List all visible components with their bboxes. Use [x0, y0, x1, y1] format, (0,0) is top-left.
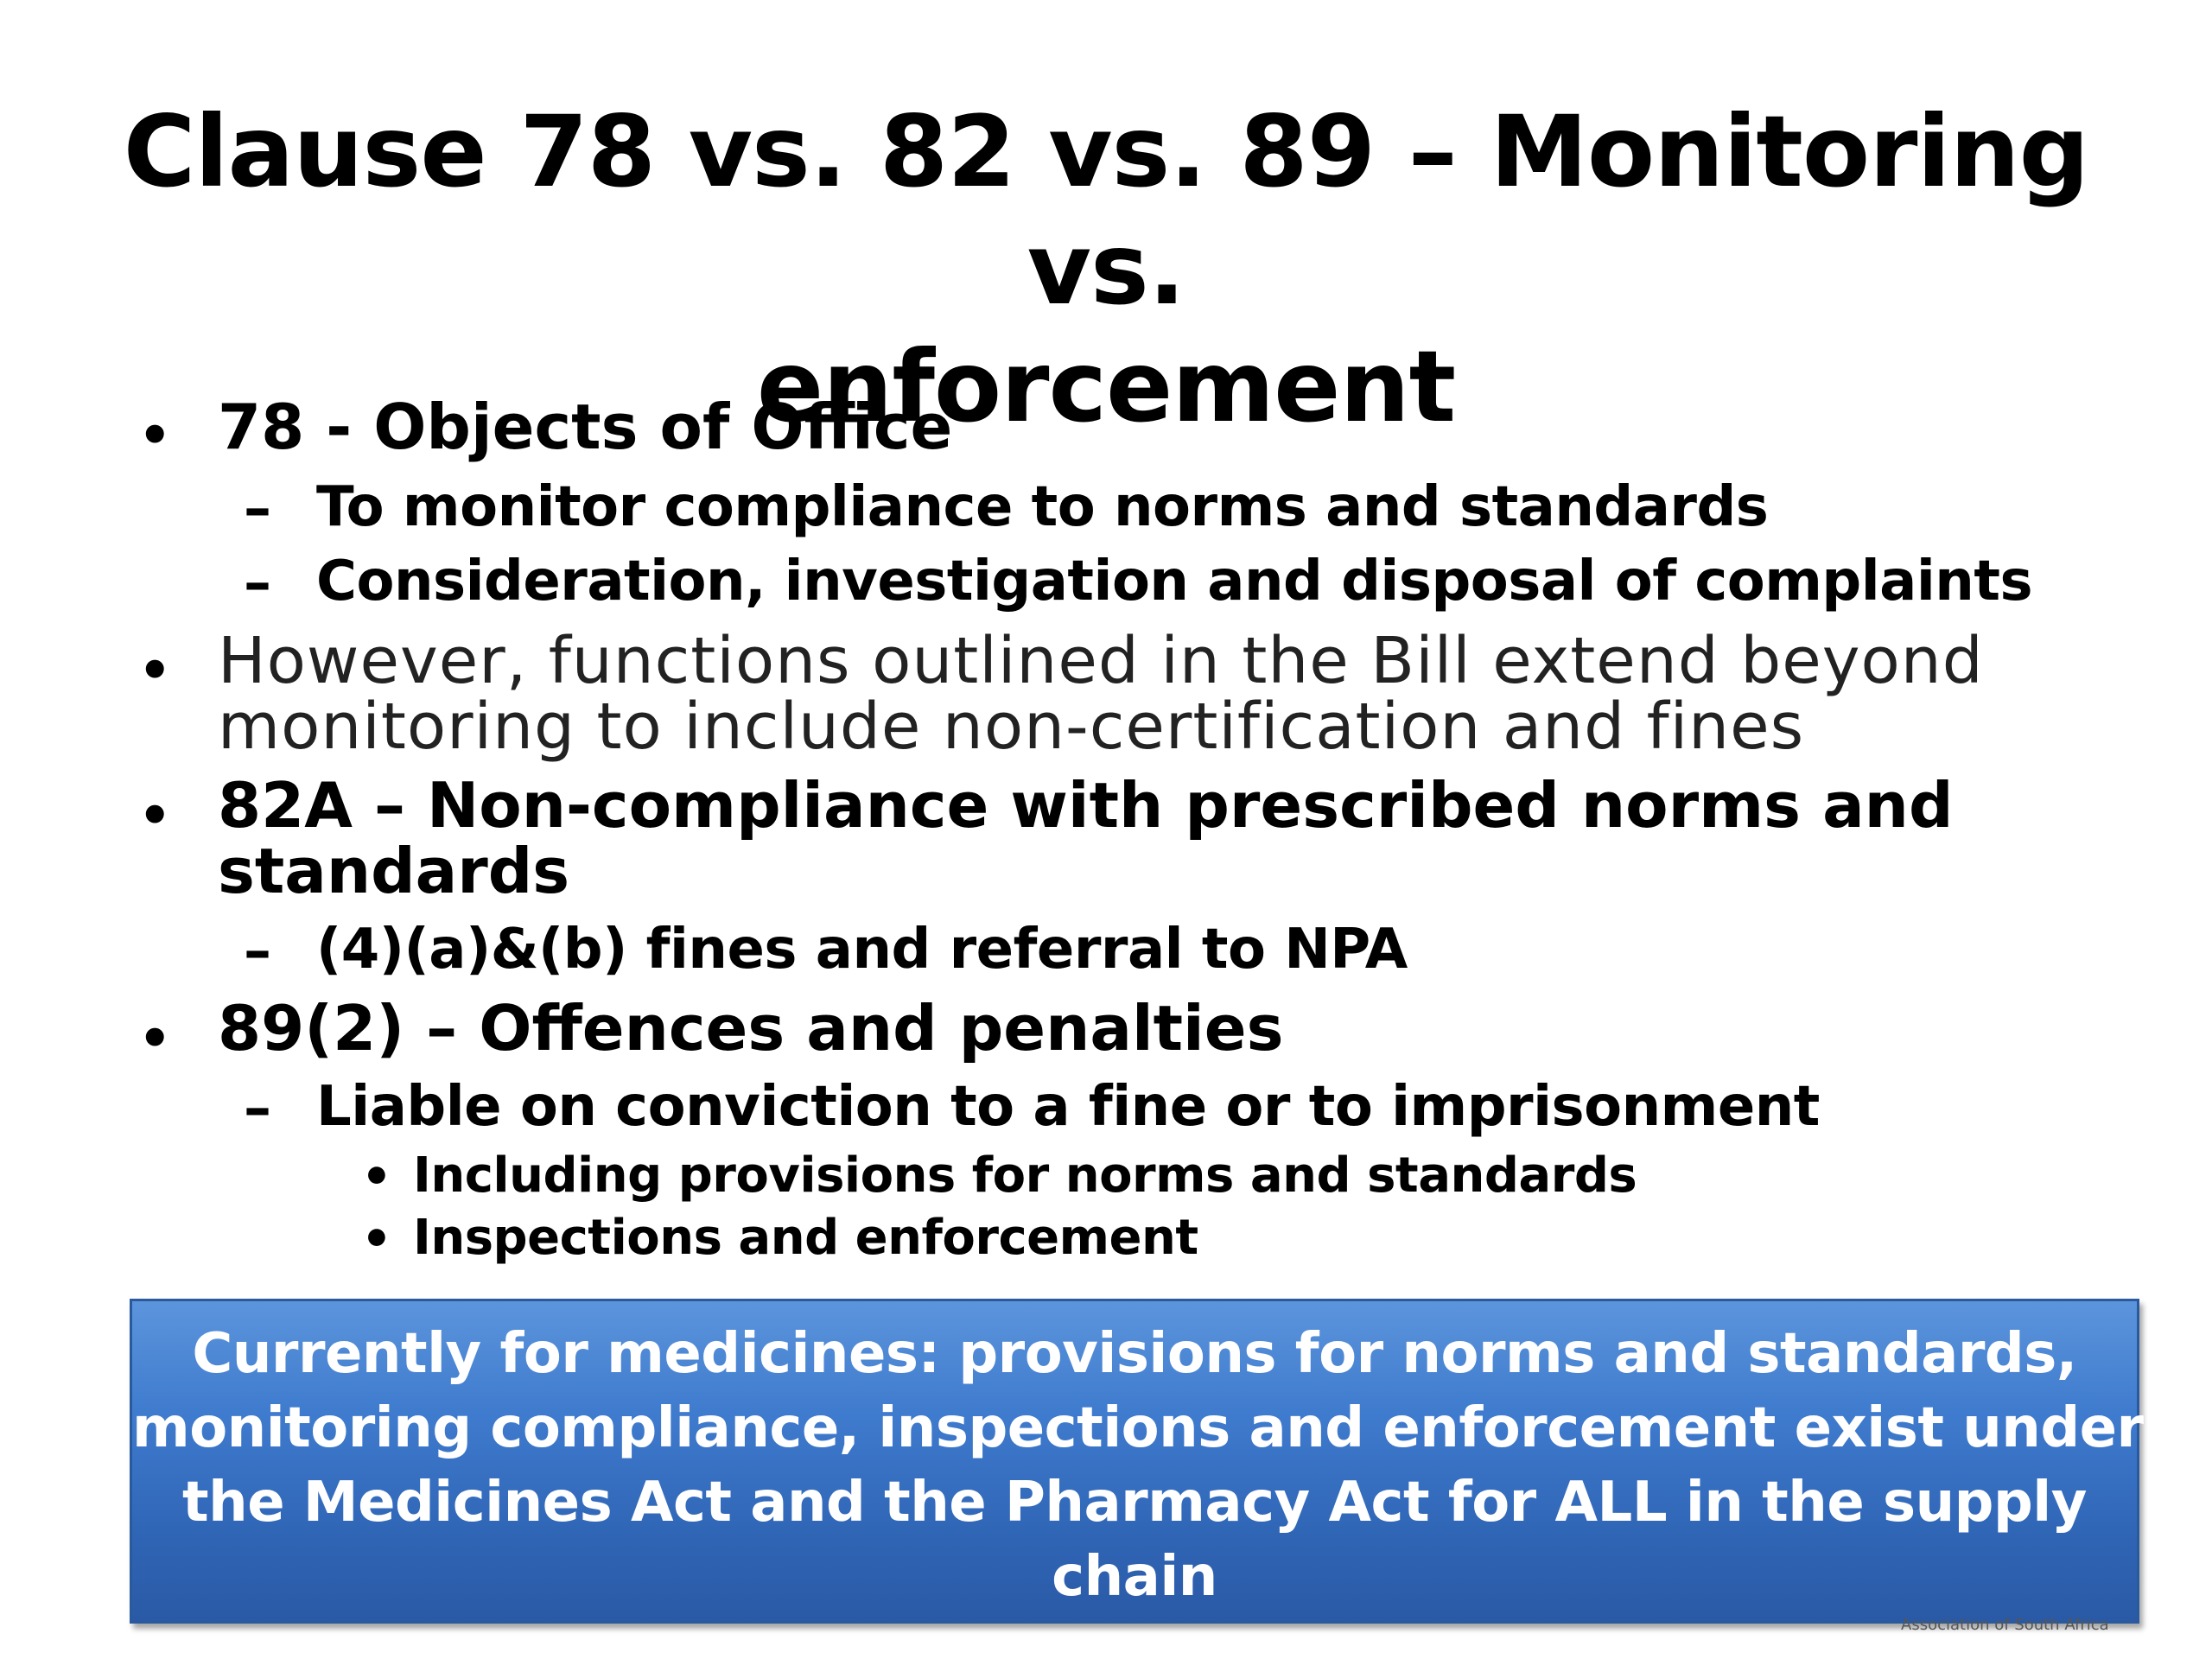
title-line-1: Clause 78 vs. 82 vs. 89 – Monitoring vs.	[123, 94, 2089, 327]
bullet-marker: •	[137, 634, 174, 707]
callout-line-3: the Medicines Act and the Pharmacy Act for ALL in the supply	[182, 1471, 2087, 1535]
bullet-82a-line-2: standards	[218, 835, 570, 907]
subsub-including-provisions: Including provisions for norms and standards	[413, 1147, 1637, 1204]
sub-fines-referral: (4)(a)&(b) fines and referral to NPA	[316, 918, 1408, 982]
bullet-78-objects: 78 - Objects of Office	[218, 391, 953, 463]
bullet-marker: •	[137, 779, 174, 852]
sub-consideration-complaints: Consideration, investigation and disposal of complaints	[316, 550, 2033, 613]
callout-line-4: chain	[1052, 1545, 1217, 1609]
bullet-marker: •	[137, 1002, 174, 1075]
bullet-82a-line-1: 82A – Non-compliance with prescribed norms and	[218, 769, 1954, 842]
bullet-89-offences: 89(2) – Offences and penalties	[218, 992, 1284, 1065]
title-line-2: enforcement	[756, 329, 1456, 444]
sub-monitor-compliance: To monitor compliance to norms and standards	[316, 475, 1769, 539]
bullet-marker: •	[137, 399, 174, 472]
dash-marker: –	[244, 1077, 271, 1141]
bullet-marker: •	[361, 1149, 392, 1205]
sub-liable-conviction: Liable on conviction to a fine or to imprisonment	[316, 1075, 1820, 1139]
bullet-however-line-2: monitoring to include non-certification and fines	[218, 690, 1805, 764]
bullet-however-line-1: However, functions outlined in the Bill extend beyond	[218, 624, 1984, 698]
callout-line-2: monitoring compliance, inspections and enforcement exist under	[132, 1396, 2144, 1460]
bullet-marker: •	[361, 1211, 392, 1268]
dash-marker: –	[244, 551, 271, 615]
subsub-inspections-enforcement: Inspections and enforcement	[413, 1210, 1198, 1266]
dash-marker: –	[244, 919, 271, 983]
dash-marker: –	[244, 477, 271, 541]
callout-line-1: Currently for medicines: provisions for norms and standards,	[192, 1322, 2077, 1386]
footer-logo-text: Association of South Africa	[1901, 1616, 2109, 1634]
callout-box	[130, 1299, 2144, 1624]
